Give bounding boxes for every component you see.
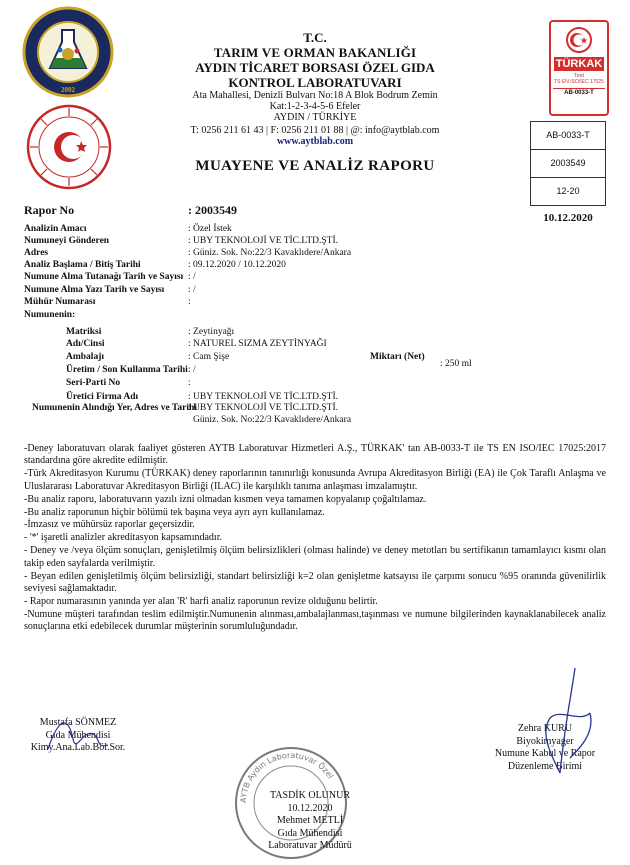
signer-unit: Laboratuvar Müdürü [268, 840, 352, 851]
sample-value: : UBY TEKNOLOJİ VE TİC.LTD.ŞTİ. [188, 392, 338, 402]
field-value: : Güniz. Sok. No:22/3 Kavaklıdere/Ankara [188, 248, 352, 258]
sample-value: : Zeytinyağı [188, 327, 235, 337]
sample-label: Ambalajı [66, 352, 104, 362]
sample-label: Numunenin Alındığı Yer, Adres ve Tarihi [32, 403, 197, 413]
turkak-standard: TS EN ISO/IEC 17025 [554, 79, 604, 85]
sample-label: Matriksi [66, 327, 102, 337]
signer-title: Gıda Mühendisi [45, 729, 111, 741]
sample-label: Adı/Cinsi [66, 339, 105, 349]
report-no-value: : 2003549 [188, 203, 237, 217]
approval-label: TASDİK OLUNUR [269, 790, 351, 801]
header-borsa: AYDIN TİCARET BORSASI ÖZEL GIDA [195, 60, 435, 75]
signer-unit-2: Düzenleme Birimi [507, 760, 583, 772]
signer-name: Zehra KURU [517, 723, 573, 734]
header-lab: KONTROL LABORATUVARI [228, 75, 402, 90]
handwritten-signature-right [520, 663, 610, 783]
turkak-test: Test [573, 73, 585, 79]
approval-date: 10.12.2020 [287, 802, 333, 814]
report-no-label: Rapor No [24, 203, 75, 217]
note-item: - Beyan edilen genişletilmiş ölçüm belirsizliği, standart belirsizliği k=2 olan genişletme katsayısı ile çarpımı sonucu %95 oranında güvenilirlik seviyesi sağlamaktadır. [24, 570, 606, 594]
svg-text:AYTB Aydın Laboratuvar Özel: AYTB Aydın Laboratuvar Özel [238, 750, 336, 804]
note-item: -Bu analiz raporunun hiçbir bölümü tek başına veya ayrı ayrı kullanılamaz. [24, 506, 325, 518]
header-website-link[interactable]: www.aytblab.com [276, 136, 354, 147]
field-value: : / [188, 285, 196, 295]
signer-title: Biyokimyager [516, 735, 574, 747]
field-value: : 09.12.2020 / 10.12.2020 [188, 260, 286, 270]
note-item: - Deney ve /veya ölçüm sonuçları, genişletilmiş ölçüm belirsizlikleri (olması halinde) ve deney metotları bu sertifikanın tamamlayıcı kısmı olan takip eden sayfalarda verilmiştir. [24, 545, 606, 569]
amount-label: Miktarı (Net) [370, 352, 425, 362]
handwritten-signature-left [38, 709, 118, 759]
box-report-number: 2003549 [531, 150, 605, 178]
sample-value: : UBY TEKNOLOJİ VE TİC.LTD.ŞTİ. [188, 403, 338, 413]
note-item: -İmzasız ve mühürsüz raporlar geçersizdir. [24, 519, 195, 531]
note-item: - Rapor numarasının yanında yer alan 'R' harfi analiz raporunun revize olduğunu belirtir. [24, 595, 378, 607]
note-item: - '*' işaretli analizler akreditasyon kapsamındadır. [24, 532, 222, 544]
signer-unit: Kimy.Ana.Lab.Böl.Sor. [30, 742, 126, 753]
field-label: Numune Alma Tutanağı Tarih ve Sayısı [24, 272, 184, 282]
sample-value: : NATUREL SIZMA ZEYTİNYAĞI [188, 339, 327, 349]
field-label: Adres [24, 248, 49, 258]
signer-title: Gıda Mühendisi [277, 827, 343, 839]
signature-right [480, 723, 610, 773]
amount-value: : 250 ml [440, 359, 472, 369]
signature-left [18, 717, 138, 755]
box-period: 12-20 [556, 186, 580, 196]
field-value: : [188, 297, 191, 307]
box-accreditation-code: AB-0033-T [531, 122, 605, 150]
signer-unit: Numune Kabul ve Rapor [494, 748, 596, 759]
field-label: Numune Alma Yazı Tarih ve Sayısı [24, 285, 165, 295]
header-address-3: AYDIN / TÜRKİYE [273, 112, 357, 123]
report-code-box [530, 121, 606, 206]
header-address-1: Ata Mahallesi, Denizli Bulvarı No:18 A Blok Bodrum Zemin [192, 90, 438, 101]
signer-name: Mehmet METLİ [276, 815, 344, 826]
report-notes [24, 443, 606, 634]
signer-name: Mustafa SÖNMEZ [39, 717, 117, 728]
sample-label: Seri-Parti No [66, 378, 121, 388]
turkak-code: AB-0033-T [553, 88, 605, 96]
header-ministry: TARIM VE ORMAN BAKANLIĞI [213, 45, 417, 60]
sample-value: : [188, 378, 191, 388]
field-label: Analizin Amacı [24, 224, 87, 234]
field-value: : Özel İstek [188, 224, 232, 234]
field-label: Numuneyi Gönderen [24, 236, 110, 246]
field-label: Mühür Numarası [24, 297, 96, 307]
turkak-name: TÜRKAK [555, 58, 603, 70]
note-item: -Deney laboratuvarı olarak faaliyet gösteren AYTB Laboratuvar Hizmetleri A.Ş., TÜRKAK' tan AB-0033-T ile TS EN ISO/IEC 17025:2017 standardına göre akredite edilmiştir. [24, 443, 606, 467]
header-address-2: Kat:1-2-3-4-5-6 Efeler [269, 101, 361, 112]
signature-center [240, 790, 380, 853]
sample-label: Üretici Firma Adı [66, 392, 139, 402]
report-title: MUAYENE VE ANALİZ RAPORU [195, 158, 435, 174]
note-item: -Bu analiz raporu, laboratuvarın yazılı izni olmadan kısmen veya tamamen kopyalanıp çoğaltılamaz. [24, 493, 427, 505]
field-value: : / [188, 272, 196, 282]
sample-value: : / [188, 365, 196, 375]
aytb-logo-year: 2002 [61, 86, 75, 94]
header-tc: T.C. [303, 30, 327, 45]
sample-label: Üretim / Son Kullanma Tarihi [66, 365, 188, 375]
sample-address-value: Güniz. Sok. No:22/3 Kavaklıdere/Ankara [193, 415, 352, 425]
sample-value: : Cam Şişe [188, 352, 230, 362]
header-contact: T: 0256 211 61 43 | F: 0256 211 01 88 | @: info@aytblab.com [190, 125, 440, 136]
note-item: -Türk Akreditasyon Kurumu (TÜRKAK) deney raporlarının tanınırlığı konusunda Avrupa Akreditasyon Birliği (EA) ile Çok Taraflı Anlaşma ve Uluslararası Laboratuvar Akreditasyon Birliği (ILAC) ile karşılıklı tanıma anlaşması imzalamıştır. [24, 468, 606, 492]
field-label: Analiz Başlama / Bitiş Tarihi [24, 260, 141, 270]
note-item: -Numune müşteri tarafından teslim edilmiştir.Numunenin alınması,ambalajlanması,taşınması ve numune bilgilerinden kaynaklanabilecek analiz sonuçlarına etki edebilecek durumlar müşterinin sorumluluğundadır. [24, 608, 606, 633]
report-date: 10.12.2020 [543, 212, 593, 224]
field-label: Numunenin: [24, 310, 76, 320]
field-value: : UBY TEKNOLOJİ VE TİC.LTD.ŞTİ. [188, 236, 338, 246]
